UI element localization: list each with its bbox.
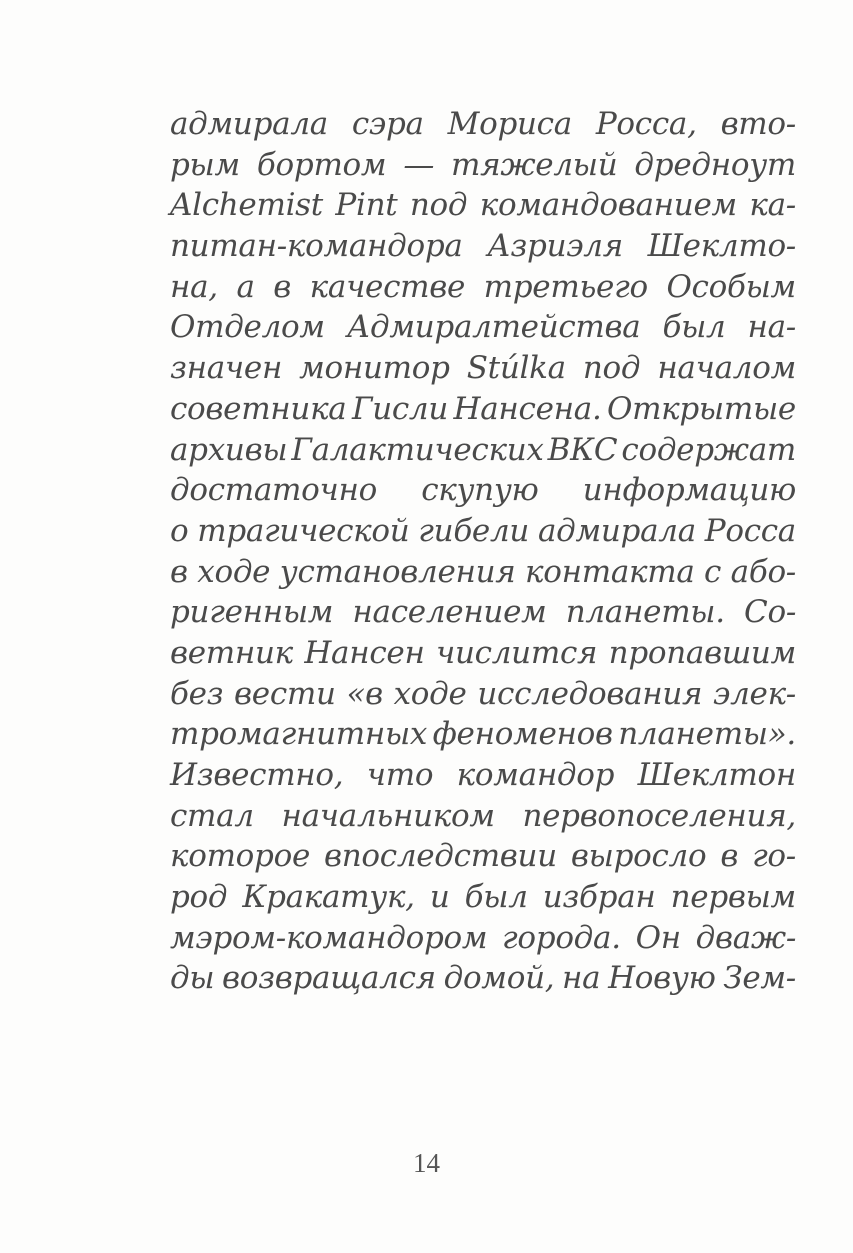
word: содержат bbox=[621, 431, 796, 468]
word: контакта bbox=[525, 553, 695, 590]
word: Pint bbox=[335, 187, 398, 224]
text-line bbox=[170, 958, 796, 999]
word: на- bbox=[747, 309, 796, 346]
word: архивы bbox=[170, 431, 288, 468]
word: скупую bbox=[421, 472, 539, 509]
word: Гисли bbox=[351, 390, 449, 427]
word: сэра bbox=[351, 106, 424, 142]
word: что bbox=[366, 757, 434, 793]
word: феноменов bbox=[432, 716, 613, 753]
word: возвращался bbox=[222, 960, 436, 997]
word: вто- bbox=[720, 106, 796, 142]
word: Отделом bbox=[170, 309, 325, 346]
word: командор bbox=[456, 757, 615, 793]
word: избран bbox=[542, 879, 656, 916]
word: монитор bbox=[299, 350, 450, 387]
word: Alchemist bbox=[170, 187, 323, 224]
word: начальником bbox=[281, 797, 495, 834]
word: в bbox=[720, 838, 739, 875]
word: был bbox=[464, 879, 528, 916]
word: гибели bbox=[418, 512, 530, 549]
word: первым bbox=[670, 879, 796, 916]
word: Шеклтон bbox=[637, 757, 796, 793]
word: первопоселения, bbox=[522, 797, 796, 834]
word: в bbox=[170, 553, 188, 590]
word: с bbox=[704, 553, 722, 590]
word: был bbox=[662, 309, 726, 346]
word: дваж- bbox=[695, 919, 796, 956]
word: ды bbox=[170, 960, 215, 997]
text-line bbox=[170, 877, 796, 918]
word: города. bbox=[502, 919, 621, 956]
word: элек- bbox=[713, 675, 796, 712]
word: впоследствии bbox=[323, 838, 557, 875]
word: Шеклто- bbox=[647, 228, 796, 265]
word: установления bbox=[279, 553, 516, 590]
text-line bbox=[170, 836, 796, 877]
word: информацию bbox=[582, 472, 796, 509]
word: Он bbox=[635, 919, 681, 956]
text-line bbox=[170, 592, 796, 633]
word: Нансена. bbox=[453, 390, 602, 427]
word: на bbox=[562, 960, 601, 997]
word: планеты». bbox=[618, 716, 796, 753]
word: ВКС bbox=[547, 431, 618, 468]
text-line bbox=[170, 633, 796, 674]
text-line bbox=[170, 145, 796, 186]
word: третьего bbox=[483, 268, 648, 305]
word: рым bbox=[170, 146, 240, 183]
word: а bbox=[236, 268, 255, 305]
word: числится bbox=[436, 634, 598, 671]
word: Известно, bbox=[170, 757, 344, 793]
word: на, bbox=[170, 268, 218, 305]
word: Особым bbox=[666, 268, 796, 305]
text-line bbox=[170, 307, 796, 348]
text-line bbox=[170, 348, 796, 389]
word: вести bbox=[234, 675, 336, 712]
word: Росса bbox=[704, 512, 796, 549]
word: достаточно bbox=[170, 472, 377, 509]
word: — bbox=[403, 146, 435, 183]
text-line bbox=[170, 226, 796, 267]
word: питан-командора bbox=[170, 228, 463, 265]
word: и bbox=[429, 879, 450, 916]
word: або- bbox=[730, 553, 796, 590]
text-line bbox=[170, 104, 796, 145]
word: го- bbox=[752, 838, 796, 875]
text-line bbox=[170, 918, 796, 959]
text-line bbox=[170, 185, 796, 226]
word: которое bbox=[170, 838, 310, 875]
word: населением bbox=[352, 594, 547, 631]
text-line bbox=[170, 389, 796, 430]
word: стал bbox=[170, 797, 254, 834]
word: род bbox=[170, 879, 228, 916]
word: о bbox=[170, 512, 189, 549]
word: мэром-командором bbox=[170, 919, 488, 956]
word: Адмиралтейства bbox=[346, 309, 641, 346]
word: Открытые bbox=[606, 390, 796, 427]
word: «в bbox=[346, 675, 383, 712]
word: домой, bbox=[443, 960, 555, 997]
text-line bbox=[170, 511, 796, 552]
word: исследования bbox=[477, 675, 703, 712]
word: трагической bbox=[197, 512, 410, 549]
word: Кракатук, bbox=[242, 879, 415, 916]
text-line bbox=[170, 714, 796, 755]
word: под bbox=[409, 187, 468, 224]
word: тяжелый bbox=[451, 146, 618, 183]
word: бортом bbox=[256, 146, 387, 183]
word: Нансен bbox=[304, 634, 425, 671]
word: ветник bbox=[170, 634, 293, 671]
word: дредноут bbox=[634, 146, 796, 183]
word: без bbox=[170, 675, 224, 712]
word: в bbox=[273, 268, 292, 305]
word: пропавшим bbox=[608, 634, 796, 671]
word: ригенным bbox=[170, 594, 334, 631]
word: адмирала bbox=[170, 106, 328, 142]
word: Зем- bbox=[723, 960, 796, 997]
word: Stúlka bbox=[466, 350, 566, 387]
text-line bbox=[170, 267, 796, 308]
word: Азриэля bbox=[487, 228, 623, 265]
word: тромагнитных bbox=[170, 716, 428, 753]
word: советника bbox=[170, 390, 347, 427]
text-line bbox=[170, 674, 796, 715]
word: Мориса bbox=[447, 106, 572, 142]
word: Новую bbox=[608, 960, 716, 997]
word: ходе bbox=[197, 553, 271, 590]
word: Галактических bbox=[291, 431, 544, 468]
word: Со- bbox=[744, 594, 796, 631]
page-number: 14 bbox=[413, 1148, 440, 1178]
word: выросло bbox=[570, 838, 707, 875]
text-line bbox=[170, 796, 796, 837]
text-line bbox=[170, 552, 796, 593]
word: ка- bbox=[749, 187, 796, 224]
text-line bbox=[170, 470, 796, 511]
word: командованием bbox=[479, 187, 737, 224]
word: Росса, bbox=[595, 106, 697, 142]
word: значен bbox=[170, 350, 283, 387]
body-text bbox=[170, 104, 796, 999]
text-line bbox=[170, 755, 796, 796]
word: под bbox=[582, 350, 641, 387]
word: ходе bbox=[393, 675, 467, 712]
text-line bbox=[170, 430, 796, 471]
word: качестве bbox=[309, 268, 466, 305]
word: началом bbox=[657, 350, 796, 387]
word: планеты. bbox=[565, 594, 725, 631]
word: адмирала bbox=[537, 512, 696, 549]
